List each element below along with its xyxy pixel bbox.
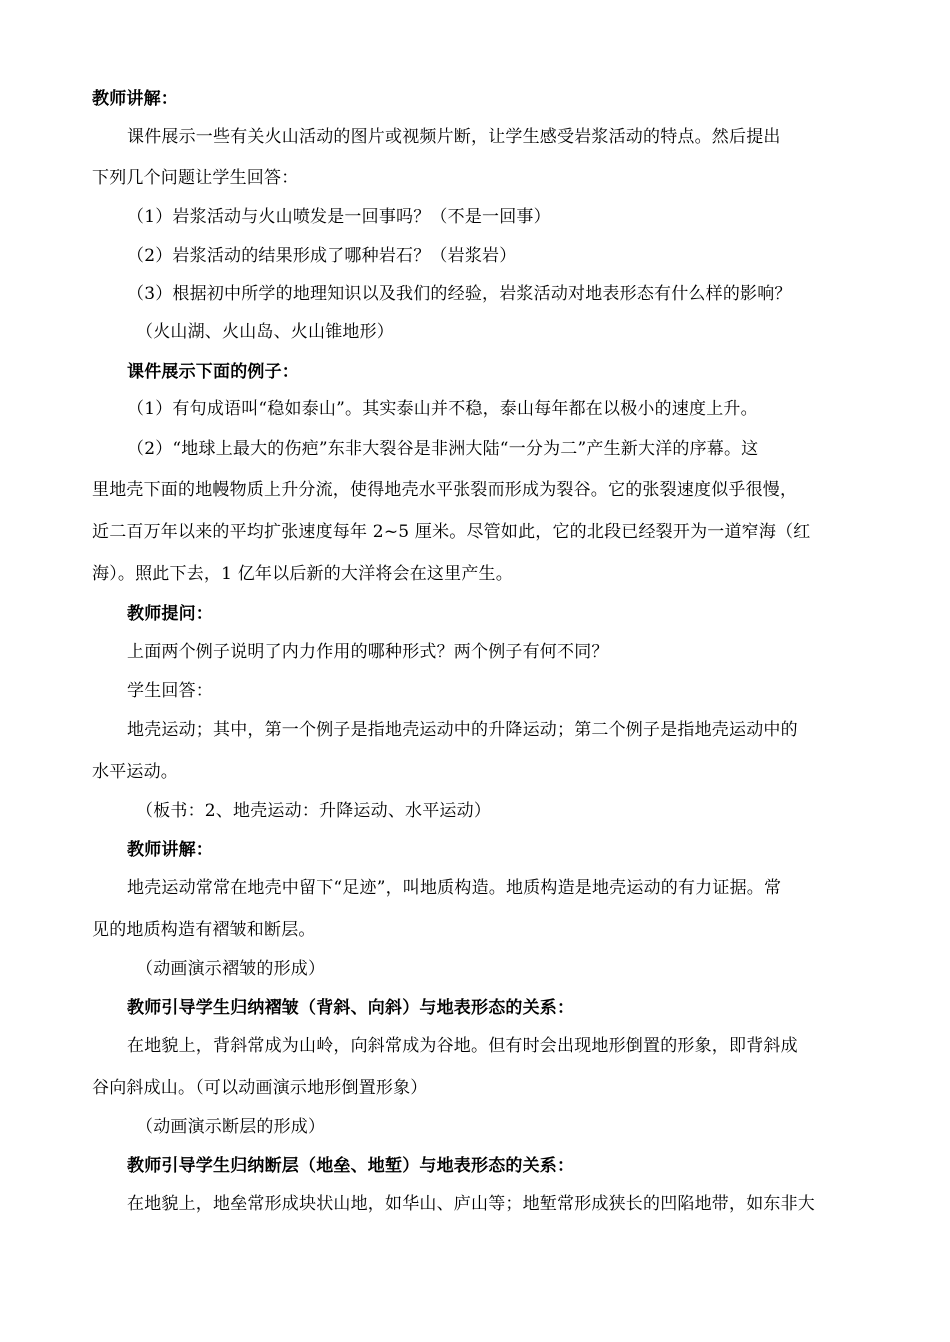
example-line: 里地壳下面的地幔物质上升分流，使得地壳水平张裂而形成为裂谷。它的张裂速度似乎很慢， xyxy=(92,480,798,500)
lecture-line: 见的地质构造有褶皱和断层。 xyxy=(92,920,316,940)
board-note: （板书：2、地壳运动：升降运动、水平运动） xyxy=(136,801,492,821)
heading-teacher-lecture: 教师讲解： xyxy=(127,840,213,860)
heading-teacher-lecture: 教师讲解： xyxy=(92,89,178,109)
question-item: （3）根据初中所学的地理知识以及我们的经验，岩浆活动对地表形态有什么样的影响？ xyxy=(127,284,792,304)
question-item: （1）岩浆活动与火山喷发是一回事吗？（不是一回事） xyxy=(127,207,551,227)
fold-line: 谷向斜成山。（可以动画演示地形倒置形象） xyxy=(92,1078,428,1098)
example-line: 海）。照此下去，1 亿年以后新的大洋将会在这里产生。 xyxy=(92,564,513,584)
answer-line: 水平运动。 xyxy=(92,762,178,782)
example-line: 近二百万年以来的平均扩张速度每年 2~5 厘米。尽管如此，它的北段已经裂开为一道窄海（红 xyxy=(92,522,811,542)
heading-fold-relation: 教师引导学生归纳褶皱（背斜、向斜）与地表形态的关系： xyxy=(127,998,575,1018)
example-line: （2）“地球上最大的伤疤”东非大裂谷是非洲大陆“一分为二”产生新大洋的序幕。这 xyxy=(127,439,759,459)
paragraph-line: 下列几个问题让学生回答： xyxy=(92,168,299,188)
question-text: 上面两个例子说明了内力作用的哪种形式？两个例子有何不同？ xyxy=(127,642,609,662)
heading-examples: 课件展示下面的例子： xyxy=(127,362,299,382)
animation-note: （动画演示断层的形成） xyxy=(136,1117,326,1137)
paragraph-line: 课件展示一些有关火山活动的图片或视频片断，让学生感受岩浆活动的特点。然后提出 xyxy=(127,127,781,147)
example-item: （1）有句成语叫“稳如泰山”。其实泰山并不稳，泰山每年都在以极小的速度上升。 xyxy=(127,399,758,419)
answer-line: 地壳运动；其中，第一个例子是指地壳运动中的升降运动；第二个例子是指地壳运动中的 xyxy=(127,720,798,740)
question-answer: （火山湖、火山岛、火山锥地形） xyxy=(136,322,394,342)
heading-teacher-question: 教师提问： xyxy=(127,604,213,624)
lecture-line: 地壳运动常常在地壳中留下“足迹”，叫地质构造。地质构造是地壳运动的有力证据。常 xyxy=(127,878,782,898)
heading-fault-relation: 教师引导学生归纳断层（地垒、地堑）与地表形态的关系： xyxy=(127,1156,575,1176)
fault-line: 在地貌上，地垒常形成块状山地，如华山、庐山等；地堑常形成狭长的凹陷地带，如东非大 xyxy=(127,1194,815,1214)
animation-note: （动画演示褶皱的形成） xyxy=(136,959,326,979)
fold-line: 在地貌上，背斜常成为山岭，向斜常成为谷地。但有时会出现地形倒置的形象，即背斜成 xyxy=(127,1036,798,1056)
student-answer-label: 学生回答： xyxy=(127,681,213,701)
question-item: （2）岩浆活动的结果形成了哪种岩石？（岩浆岩） xyxy=(127,246,517,266)
